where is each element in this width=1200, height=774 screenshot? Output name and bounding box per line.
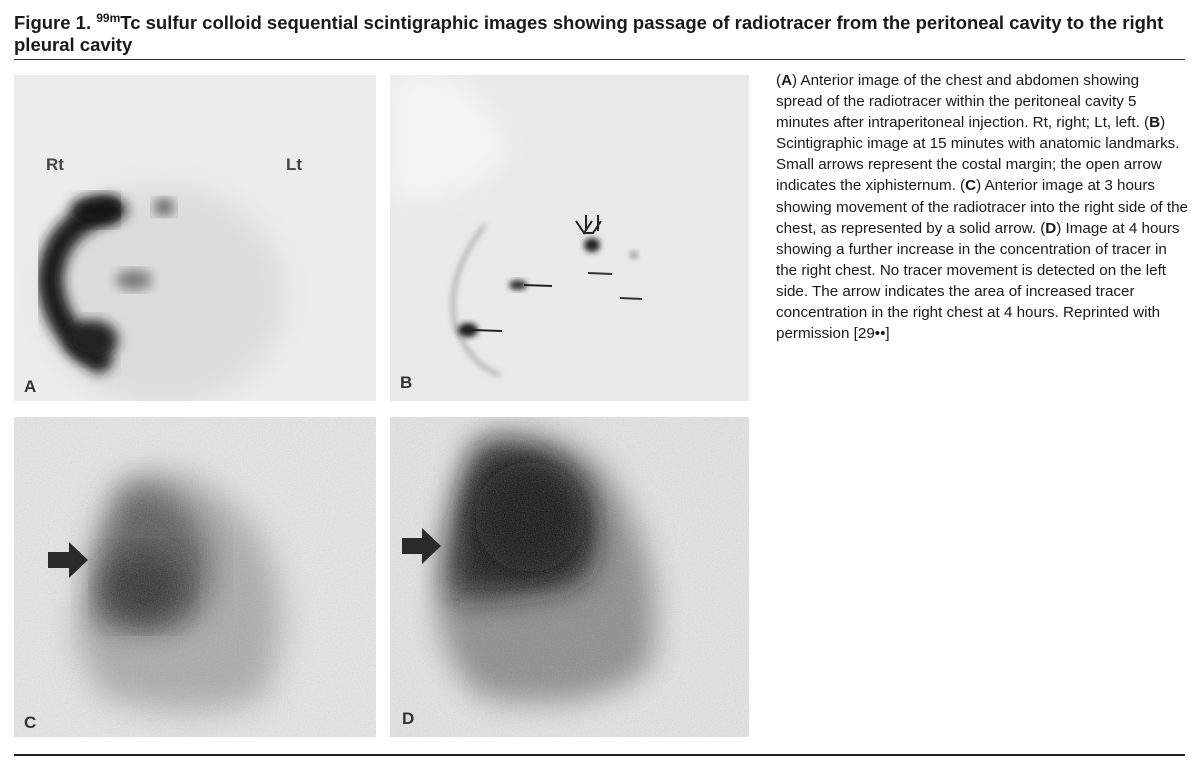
caption-key-a: A — [781, 72, 793, 89]
panel-a-scan — [14, 75, 376, 401]
panel-b-scan — [390, 75, 749, 401]
panel-a-letter: A — [24, 377, 37, 396]
figure-caption: (A) Anterior image of the chest and abdomen showing spread of the radiotracer within the peritoneal cavity 5 minutes after intraperitoneal injection. Rt, right; Lt, left. (B) Scintigraphic image at 15 minutes with anatomic landmarks. Small arrows represent the costal margin; the open arrow indicates the xiphisternum. (C) Anterior image at 3 hours showing movement of the radiotracer into the right side of the chest, as represented by a solid arrow. (D) Image at 4 hours showing a further increase in the concentration of tracer in the right chest. No tracer movement is detected on the left side. The arrow indicates the area of increased tracer concentration in the right chest at 4 hours. Reprinted with permission [29••] — [776, 72, 1188, 343]
panel-c-image — [14, 417, 376, 737]
panel-c-scan — [14, 417, 376, 737]
panel-d-scan — [390, 417, 749, 737]
panel-b-letter: B — [400, 373, 413, 392]
panel-d-letter: D — [402, 709, 415, 728]
caption-key-b: B — [1149, 114, 1161, 132]
caption-text-c: ) Anterior image at 3 hours showing movement of the radiotracer into the right side of the chest, as represented by a solid arrow. ( — [776, 177, 1188, 237]
figure-label: Figure 1. — [14, 12, 92, 33]
figure-title — [14, 12, 1184, 56]
caption-key-d: D — [1045, 219, 1057, 237]
panel-a-label-left: Lt — [286, 155, 303, 174]
figure-title-text: Tc sulfur colloid sequential scintigraphic images showing passage of radiotracer from the peritoneal cavity to the right pleural cavity — [14, 12, 1164, 55]
panel-a-label-right: Rt — [46, 155, 64, 174]
panel-b-image — [390, 75, 749, 401]
bottom-rule — [14, 754, 1185, 756]
caption-key-c: C — [965, 177, 977, 195]
panel-d-image — [390, 417, 749, 737]
caption-text-a: ) Anterior image of the chest and abdomen showing spread of the radiotracer within the peritoneal cavity 5 minutes after intraperitoneal injection. Rt, right; Lt, left. ( — [776, 72, 1150, 132]
caption-text-b: ) Scintigraphic image at 15 minutes with anatomic landmarks. Small arrows represent the costal margin; the open arrow indicates the xiphisternum. ( — [776, 114, 1180, 195]
isotope-superscript: 99m — [96, 11, 121, 25]
panel-a-image — [14, 75, 376, 401]
title-rule — [14, 59, 1185, 60]
panel-c-letter: C — [24, 713, 37, 732]
caption-text-d: ) Image at 4 hours showing a further increase in the concentration of tracer in the right chest. No tracer movement is detected on the left side. The arrow indicates the area of increased tracer concentration in the right chest at 4 hours. Reprinted with permission [29••] — [776, 219, 1180, 343]
